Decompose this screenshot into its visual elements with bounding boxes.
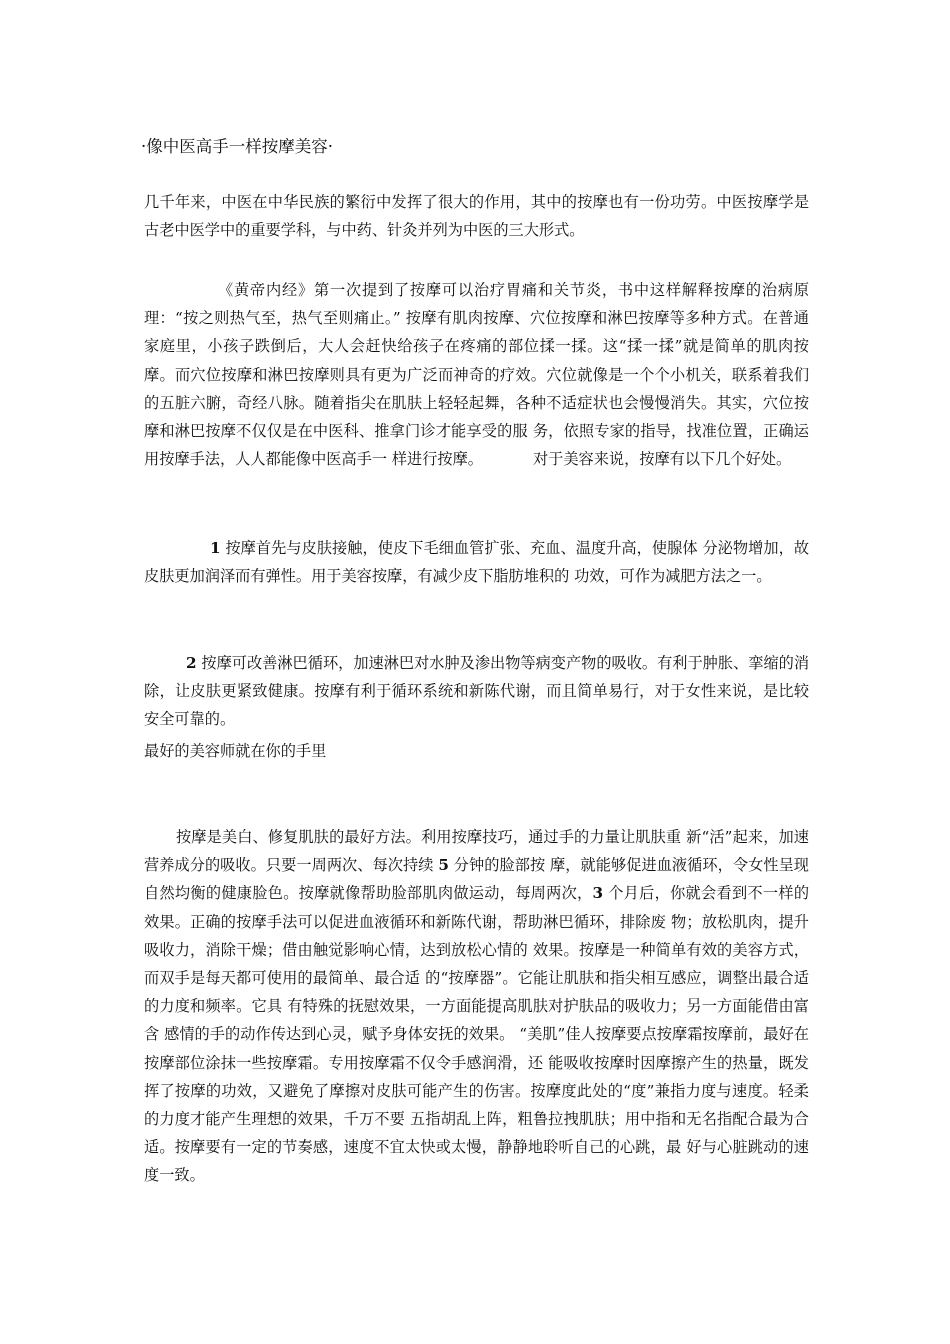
section-subheading: 最好的美容师就在你的手里 [144, 742, 327, 760]
huangdi-paragraph [144, 276, 809, 473]
point-text: 按摩首先与皮肤接触，使皮下毛细血管扩张、充血、温度升高，使腺体 分泌物增加，故皮肤更加润泽而有弹性。用于美容按摩，有减少皮下脂肪堆积的 功效，可作为减肥方法之一。 [144, 539, 810, 586]
hands-number: 5 [438, 856, 449, 875]
hands-text-a: 按摩是美白、修复肌肤的最好方法。利用按摩技巧，通过手的力量让肌肤重 新“活”起来，加速营养成分的吸收。只要一周两次、每次持续 [144, 828, 809, 875]
hands-text-b: 分钟的脸部按 摩，就能够促进血液循环，令女性呈现自然均衡的健康脸色。按摩就像帮助脸部肌肉做运动，每周两次， [144, 856, 809, 903]
huangdi-tail-text: 对于美容来说，按摩有以下几个好处。 [532, 450, 792, 469]
point-text: 按摩可改善淋巴循环，加速淋巴对水肿及渗出物等病变产物的吸收。有利于肿胀、挛缩的消除，让皮肤更紧致健康。按摩有利于循环系统和新陈代谢，而且简单易行，对于女性来说，是比较安全可靠的。 [144, 654, 810, 729]
huangdi-text: 《黄帝内经》第一次提到了按摩可以治疗胃痛和关节炎，书中这样解释按摩的治病原理：“按之则热气至，热气至则痛止。” 按摩有肌肉按摩、穴位按摩和淋巴按摩等多种方式。在普通家庭里，小孩子跌倒后，大人会赶快给孩子在疼痛的部位揉一揉。这“揉一揉”就是简单的肌肉按摩。而穴位按摩和淋巴按摩则具有更为广泛而神奇的疗效。穴位就像是一个个小机关，联系着我们的五脏六腑，奇经八脉。随着指尖在肌肤上轻轻起舞，各种不适症状也会慢慢消失。其实，穴位按摩和淋巴按摩不仅仅是在中医科、推拿门诊才能享受的服 务，依照专家的指导，找准位置，正确运用按摩手法，人人都能像中医高手一 样进行按摩。 [144, 281, 809, 469]
intro-paragraph: 几千年来，中医在中华民族的繁衍中发挥了很大的作用，其中的按摩也有一份功劳。中医按摩学是古老中医学中的重要学科，与中药、针灸并列为中医的三大形式。 [144, 193, 809, 240]
hands-paragraph [144, 823, 809, 1190]
point-number: 1 [210, 539, 221, 557]
hands-text-c: 个月后，你就会看到不一样的 效果。正确的按摩手法可以促进血液循环和新陈代谢，帮助淋巴循环，排除废 物；放松肌肉，提升吸收力，消除干燥；借由触觉影响心情，达到放松心情的 效果。按摩是一种简单有效的美容方式，而双手是每天都可使用的最简单、最合适 的“按摩器”。它能让肌肤和指尖相互感应，调整出最合适的力度和频率。它具 有特殊的抚慰效果，一方面能提高肌肤对护肤品的吸收力；另一方面能借由富含 感情的手的动作传达到心灵，赋予身体安抚的效果。 “美肌”佳人按摩要点按摩霜按摩前，最好在按摩部位涂抹一些按摩霜。专用按摩霜不仅令手感润滑，还 能吸收按摩时因摩擦产生的热量，既发挥了按摩的功效，又避免了摩擦对皮肤可能产生的伤害。按摩度此处的“度”兼指力度与速度。轻柔的力度才能产生理想的效果，千万不要 五指胡乱上阵，粗鲁拉拽肌肤；用中指和无名指配合最为合适。按摩要有一定的节奏感，速度不宜太快或太慢，静静地聆听自己的心跳，最 好与心脏跳动的速度一致。 [144, 884, 810, 1185]
hands-number: 3 [592, 884, 604, 903]
benefit-point-1 [144, 534, 809, 590]
benefit-point-2 [144, 649, 809, 734]
page-title: ·像中医高手一样按摩美容· [141, 137, 333, 156]
point-number: 2 [186, 654, 197, 672]
